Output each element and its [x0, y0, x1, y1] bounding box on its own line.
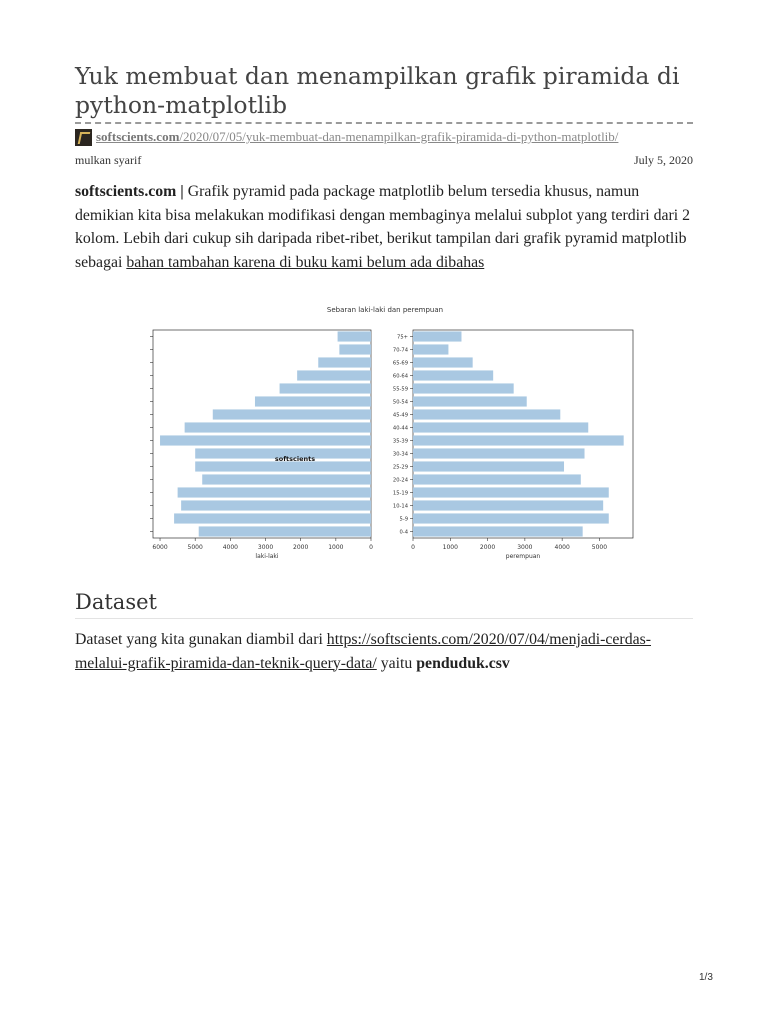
publish-date: July 5, 2020 [633, 153, 693, 167]
page-number: 1/3 [699, 972, 713, 983]
left-x-tick-label: 4000 [222, 544, 238, 551]
source-path: /2020/07/05/yuk-membuat-dan-menampilkan-grafik-piramida-di-python-matplotlib/ [179, 129, 619, 144]
intro-link[interactable]: bahan tambahan karena di buku kami belum ada dibahas [126, 253, 485, 271]
intro-site: softscients.com [75, 183, 177, 200]
age-group-label: 20-24 [392, 477, 408, 484]
left-x-tick-label: 6000 [152, 544, 168, 551]
bar-laki-laki-10-14 [181, 500, 371, 510]
bar-perempuan-15-19 [413, 487, 609, 497]
left-x-tick-label: 5000 [187, 544, 203, 551]
bar-laki-laki-15-19 [178, 487, 371, 497]
dataset-text-mid: yaitu [376, 654, 417, 672]
right-x-tick-label: 3000 [517, 544, 533, 551]
bar-laki-laki-70-74 [339, 344, 371, 354]
article-title: Yuk membuat dan menampilkan grafik piramida di python-matplotlib [75, 62, 680, 119]
heading-divider [75, 618, 693, 619]
bar-perempuan-25-29 [413, 461, 564, 471]
bar-perempuan-65-69 [413, 357, 473, 367]
dataset-link[interactable]: https://softscients.com/2020/07/04/menjadi-cerdas-melalui-grafik-piramida-dan-teknik-query-data/ [75, 631, 652, 672]
bar-laki-laki-5-9 [174, 513, 371, 523]
bar-laki-laki-55-59 [280, 383, 371, 393]
population-pyramid-chart [145, 300, 645, 565]
age-group-label: 55-59 [392, 386, 408, 393]
dataset-filename: penduduk.csv [416, 654, 510, 672]
right-x-tick-label: 5000 [591, 544, 608, 551]
age-group-label: 50-54 [392, 399, 408, 406]
left-panel [150, 330, 373, 551]
title-divider [75, 122, 693, 124]
bar-perempuan-75+ [413, 331, 461, 341]
age-group-label: 75+ [397, 334, 408, 341]
age-group-label: 25-29 [392, 464, 408, 471]
article-meta [75, 153, 693, 168]
bar-perempuan-60-64 [413, 370, 493, 380]
source-link[interactable] [96, 129, 618, 145]
left-x-tick-label: 1000 [328, 544, 344, 551]
age-group-label: 60-64 [392, 373, 408, 380]
age-group-label: 30-34 [392, 451, 408, 458]
right-x-tick-label: 0 [411, 544, 415, 551]
intro-text: Grafik pyramid pada package matplotlib belum tersedia khusus, namun demikian kita bisa melakukan modifikasi dengan membaginya melalui subplot yang terdiri dari 2 kolom. Lebih dari cukup sih daripada ribet-ribet, berikut tampilan dari grafik pyramid matplotlib sebagai [75, 183, 691, 271]
age-group-label: 0-4 [399, 529, 408, 536]
age-group-label: 70-74 [392, 347, 408, 354]
dataset-heading: Dataset [75, 590, 157, 614]
chart-title: Sebaran laki-laki dan perempuan [326, 306, 444, 314]
bar-perempuan-45-49 [413, 409, 560, 419]
age-group-label: 5-9 [399, 516, 408, 523]
age-group-label: 15-19 [392, 490, 408, 497]
bar-perempuan-50-54 [413, 396, 527, 406]
intro-separator: | [176, 183, 188, 200]
intro-paragraph [75, 180, 700, 274]
right-panel [393, 330, 633, 551]
bar-perempuan-5-9 [413, 513, 609, 523]
age-group-label: 10-14 [392, 503, 408, 510]
left-x-tick-label: 3000 [257, 544, 274, 551]
right-x-tick-label: 2000 [479, 544, 496, 551]
source-row [75, 128, 618, 146]
chart-watermark: softscients [274, 455, 316, 463]
bar-perempuan-35-39 [413, 435, 624, 445]
left-x-axis-label: laki-laki [255, 553, 279, 560]
age-group-label: 65-69 [392, 360, 408, 367]
bar-perempuan-0-4 [413, 526, 583, 536]
right-x-tick-label: 4000 [554, 544, 570, 551]
author: mulkan syarif [75, 153, 142, 167]
bar-perempuan-30-34 [413, 448, 585, 458]
bar-perempuan-40-44 [413, 422, 588, 432]
bar-laki-laki-75+ [338, 331, 371, 341]
bar-laki-laki-0-4 [199, 526, 371, 536]
left-x-tick-label: 0 [369, 544, 373, 551]
bar-laki-laki-40-44 [185, 422, 371, 432]
bar-laki-laki-35-39 [160, 435, 371, 445]
bar-perempuan-55-59 [413, 383, 514, 393]
age-group-label: 45-49 [392, 412, 408, 419]
age-group-label: 35-39 [392, 438, 408, 445]
left-x-tick-label: 2000 [293, 544, 309, 551]
bar-laki-laki-65-69 [318, 357, 371, 367]
bar-perempuan-20-24 [413, 474, 581, 484]
bar-perempuan-10-14 [413, 500, 603, 510]
right-x-tick-label: 1000 [442, 544, 458, 551]
bar-laki-laki-60-64 [297, 370, 371, 380]
bar-perempuan-70-74 [413, 344, 448, 354]
bar-laki-laki-20-24 [202, 474, 371, 484]
source-domain: softscients.com [96, 129, 180, 144]
bar-laki-laki-45-49 [213, 409, 371, 419]
age-group-label: 40-44 [392, 425, 408, 432]
bar-laki-laki-50-54 [255, 396, 371, 406]
site-favicon-icon [75, 129, 92, 146]
right-x-axis-label: perempuan [505, 553, 541, 560]
dataset-paragraph [75, 628, 700, 675]
dataset-text-before: Dataset yang kita gunakan diambil dari [75, 631, 327, 648]
